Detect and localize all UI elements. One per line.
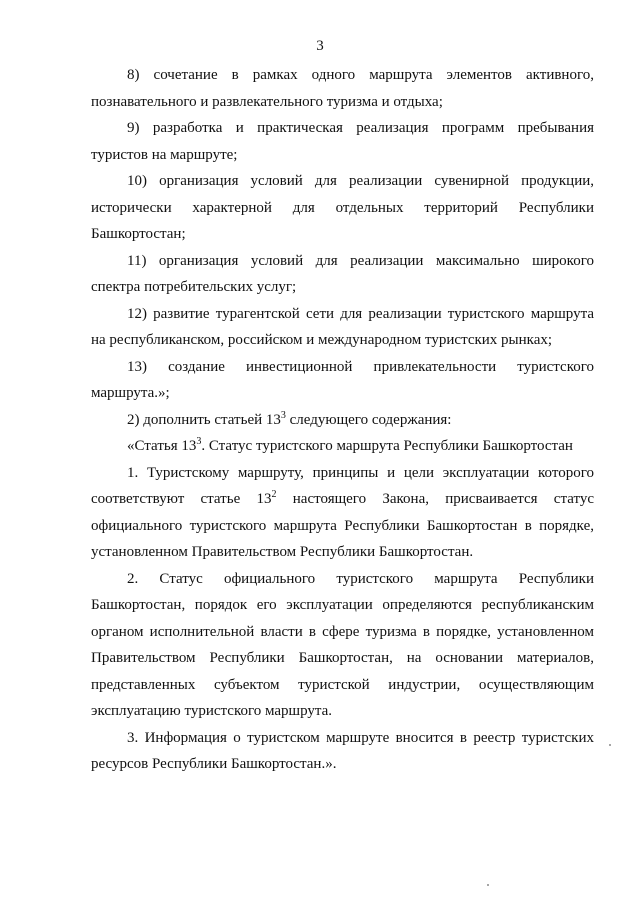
amendment-instruction xyxy=(91,407,594,434)
article-clause-3: 3. Информация о туристском маршруте вносится в реестр туристских ресурсов Республики Башкортостан.». xyxy=(91,729,594,772)
scan-speck xyxy=(609,744,611,746)
list-item-11: 11) организация условий для реализации максимально широкого спектра потребительских услуг; xyxy=(91,252,594,295)
page-number: 3 xyxy=(316,38,324,54)
list-item-13: 13) создание инвестиционной привлекательности туристского маршрута.»; xyxy=(91,358,594,401)
article-superscript: 3 xyxy=(280,409,286,421)
document-body xyxy=(91,62,594,778)
article-clause-1-superscript: 2 xyxy=(271,489,277,500)
article-clause-2: 2. Статус официального туристского маршрута Республики Башкортостан, порядок его эксплуатации определяются республиканским органом исполнительной власти в сфере туризма в порядке, установленном Правительством Республики Башкортостан, на основании материалов, представленных субъектом туристской индустрии, осуществляющим эксплуатацию туристского маршрута. xyxy=(91,570,594,719)
article-clause-1-text: 1. Туристскому маршруту, принципы и цели эксплуатации которого соответствуют статье 13 xyxy=(91,464,594,507)
amendment-instruction-text: 2) дополнить статьей 13 xyxy=(127,411,281,428)
article-heading-title: . Статус туристского маршрута Республики Башкортостан xyxy=(201,438,573,454)
article-clause-1-tail: настоящего Закона, присваивается статус официального туристского маршрута Республики Башкортостан в порядке, установленном Правительством Республики Башкортостан. xyxy=(91,491,594,560)
list-item-9: 9) разработка и практическая реализация программ пребывания туристов на маршруте; xyxy=(91,120,594,163)
article-clause-1 xyxy=(91,460,594,566)
list-item-12: 12) развитие турагентской сети для реализации туристского маршрута на республиканском, российском и международном туристских рынках; xyxy=(91,305,594,348)
list-item-10: 10) организация условий для реализации сувенирной продукции, исторически характерной для отдельных территорий Республики Башкортостан; xyxy=(91,173,594,242)
scan-speck xyxy=(487,884,489,886)
list-item-8: 8) сочетание в рамках одного маршрута элементов активного, познавательного и развлекательного туризма и отдыха; xyxy=(91,67,594,110)
article-heading-superscript: 3 xyxy=(196,436,202,447)
article-heading xyxy=(91,433,594,460)
amendment-instruction-tail: следующего содержания: xyxy=(285,411,452,428)
article-heading-text: «Статья 13 xyxy=(127,438,197,454)
